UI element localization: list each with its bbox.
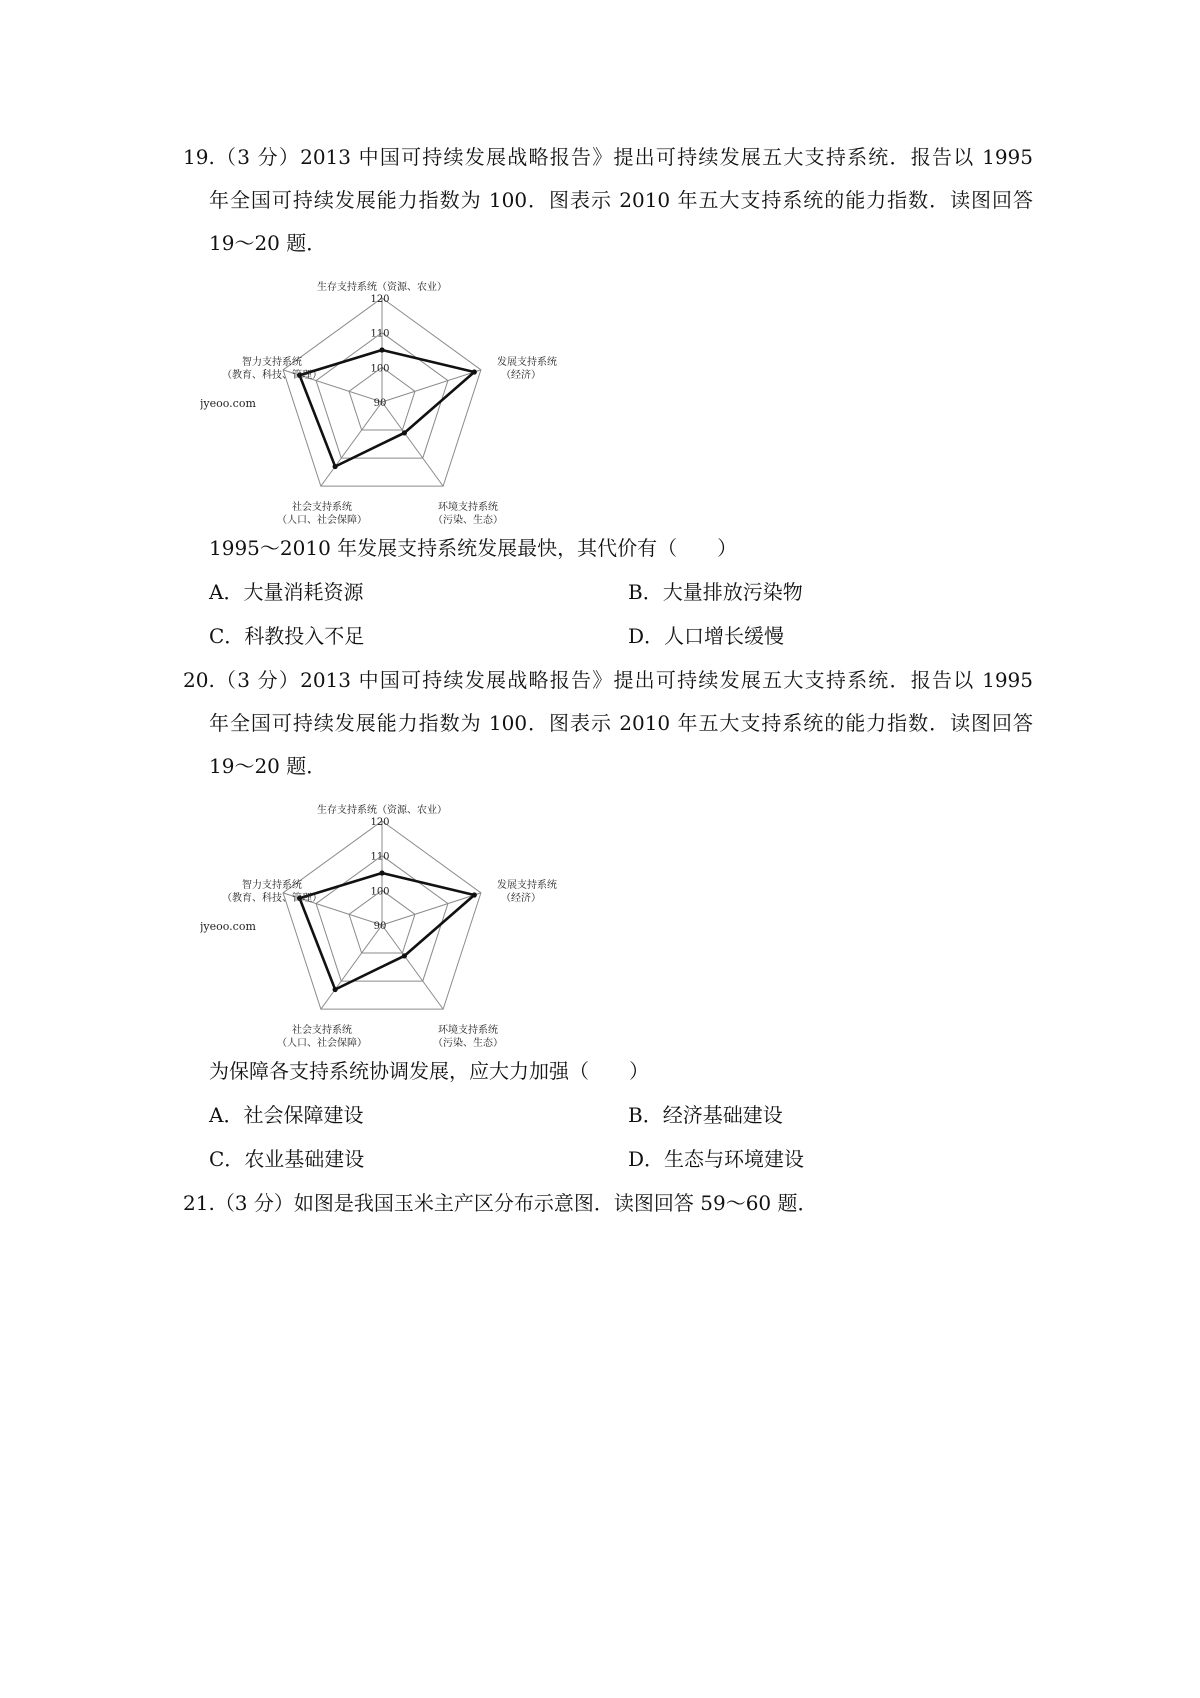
radar-data-point xyxy=(472,369,477,374)
radar-data-point xyxy=(472,892,477,897)
radar-chart-svg xyxy=(200,274,620,554)
option-text: 科教投入不足 xyxy=(244,624,365,648)
q20-option-d[interactable] xyxy=(628,1145,804,1173)
option-text: 大量排放污染物 xyxy=(662,580,803,604)
radar-axis-sublabel: （人口、社会保障） xyxy=(277,1038,367,1049)
radar-data-point xyxy=(333,464,338,469)
q20-option-b[interactable] xyxy=(628,1101,783,1129)
radar-tick-label: 120 xyxy=(370,294,390,305)
radar-axis-label: 生存支持系统（资源、农业） xyxy=(317,805,447,816)
radar-data-point xyxy=(333,987,338,992)
option-letter: A． xyxy=(209,1103,244,1127)
radar-spoke xyxy=(382,402,443,486)
option-text: 大量消耗资源 xyxy=(243,580,364,604)
option-text: 社会保障建设 xyxy=(243,1103,364,1127)
radar-spoke xyxy=(321,402,382,486)
radar-axis-label: 发展支持系统 xyxy=(497,880,557,891)
q21-score: （3 分） xyxy=(214,1191,294,1215)
radar-spoke xyxy=(382,893,481,925)
q19-number: 19. xyxy=(183,145,215,169)
radar-tick-label: 90 xyxy=(373,398,387,409)
q20-option-c[interactable] xyxy=(209,1145,364,1173)
radar-axis-label: 生存支持系统（资源、农业） xyxy=(317,282,447,293)
radar-axis-sublabel: （污染、生态） xyxy=(433,515,503,526)
q19-option-a[interactable] xyxy=(209,578,363,606)
radar-tick-label: 110 xyxy=(370,328,390,340)
radar-axis-label: 环境支持系统 xyxy=(438,1025,498,1036)
q19-option-b[interactable] xyxy=(628,578,803,606)
option-letter: D． xyxy=(628,624,665,648)
radar-axis-label: 发展支持系统 xyxy=(497,357,557,368)
jyeoo-watermark: jyeoo.com xyxy=(200,397,256,410)
q20-stem-line-1 xyxy=(183,666,1033,694)
radar-tick-label: 90 xyxy=(373,921,387,932)
q20-sub-question: 为保障各支持系统协调发展，应大力加强（ ） xyxy=(209,1059,649,1083)
radar-axis-sublabel: （教育、科技、管理） xyxy=(222,370,322,381)
radar-axis-sublabel: （经济） xyxy=(501,370,541,381)
q19-sub-question: 1995～2010 年发展支持系统发展最快，其代价有（ ） xyxy=(209,536,738,560)
q20-stem-line-2: 年全国可持续发展能力指数为 100．图表示 2010 年五大支持系统的能力指数．读图回答 xyxy=(209,711,1033,735)
radar-spoke xyxy=(321,925,382,1009)
radar-tick-label: 110 xyxy=(370,851,390,863)
q19-score: （3 分） xyxy=(214,145,301,169)
radar-data-point xyxy=(402,953,407,958)
option-letter: B． xyxy=(628,580,663,604)
radar-axis-sublabel: （教育、科技、管理） xyxy=(222,893,322,904)
radar-axis-sublabel: （污染、生态） xyxy=(433,1038,503,1049)
option-text: 生态与环境建设 xyxy=(664,1147,805,1171)
option-text: 农业基础建设 xyxy=(244,1147,365,1171)
radar-chart-20 xyxy=(200,797,620,1077)
q20-stem-text-1: 2013 中国可持续发展战略报告》提出可持续发展五大支持系统．报告以 1995 xyxy=(300,668,1033,692)
q21-stem-text-1: 如图是我国玉米主产区分布示意图．读图回答 59～60 题． xyxy=(293,1191,818,1215)
q20-score: （3 分） xyxy=(214,668,301,692)
radar-chart-19 xyxy=(200,274,620,554)
option-text: 经济基础建设 xyxy=(662,1103,783,1127)
option-letter: C． xyxy=(209,1147,245,1171)
q20-stem-line-3: 19～20 题． xyxy=(209,754,327,778)
radar-axis-label: 社会支持系统 xyxy=(292,1025,352,1036)
radar-data-point xyxy=(402,430,407,435)
q19-option-c[interactable] xyxy=(209,622,364,650)
radar-tick-label: 100 xyxy=(370,886,390,898)
radar-spoke xyxy=(382,925,443,1009)
radar-axis-sublabel: （经济） xyxy=(501,893,541,904)
jyeoo-watermark: jyeoo.com xyxy=(200,920,256,933)
q19-stem-text-1: 2013 中国可持续发展战略报告》提出可持续发展五大支持系统．报告以 1995 xyxy=(300,145,1033,169)
option-text: 人口增长缓慢 xyxy=(664,624,785,648)
radar-spoke xyxy=(382,370,481,402)
q19-stem-line-1 xyxy=(183,143,1033,171)
radar-data-point xyxy=(379,347,384,352)
radar-chart-svg xyxy=(200,797,620,1077)
option-letter: C． xyxy=(209,624,245,648)
q21-number: 21. xyxy=(183,1191,215,1215)
q20-option-a[interactable] xyxy=(209,1101,363,1129)
q19-stem-line-3: 19～20 题． xyxy=(209,231,327,255)
radar-axis-sublabel: （人口、社会保障） xyxy=(277,515,367,526)
option-letter: D． xyxy=(628,1147,665,1171)
option-letter: A． xyxy=(209,580,244,604)
radar-axis-label: 环境支持系统 xyxy=(438,502,498,513)
radar-axis-label: 社会支持系统 xyxy=(292,502,352,513)
radar-tick-label: 100 xyxy=(370,363,390,375)
radar-axis-label: 智力支持系统 xyxy=(242,357,302,368)
q21-stem-line-1 xyxy=(183,1189,1033,1217)
radar-data-point xyxy=(379,870,384,875)
radar-tick-label: 120 xyxy=(370,817,390,828)
option-letter: B． xyxy=(628,1103,663,1127)
q19-option-d[interactable] xyxy=(628,622,784,650)
radar-axis-label: 智力支持系统 xyxy=(242,880,302,891)
q19-stem-line-2: 年全国可持续发展能力指数为 100．图表示 2010 年五大支持系统的能力指数．读图回答 xyxy=(209,188,1033,212)
q20-number: 20. xyxy=(183,668,215,692)
